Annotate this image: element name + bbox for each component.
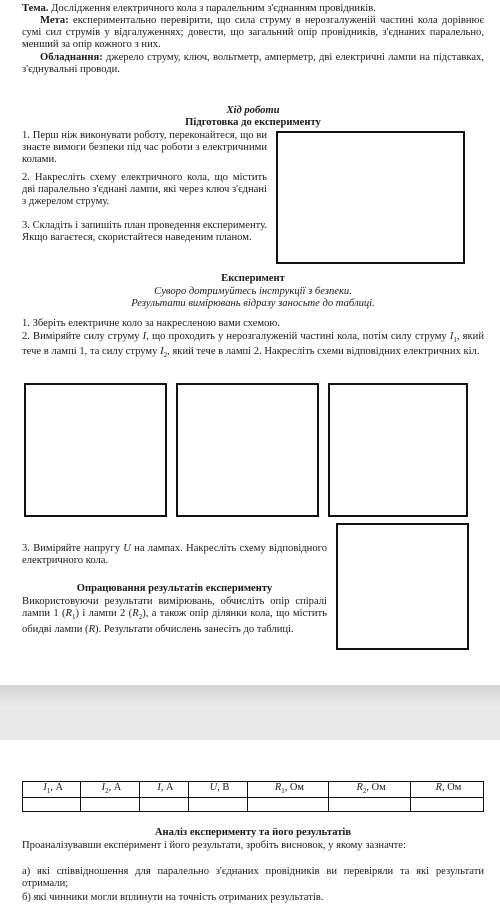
goal-text: експериментально перевірити, що сила струму в нерозгалуженій частині кола дорівнює сумі сил струмів у відгалуженнях; довести, що загальний опір провідників, з'єднаних паралельно, менший за опір кожного з них. — [22, 15, 484, 51]
analysis-item-b: б) які чинники могли вплинути на точність отриманих результатів. — [22, 892, 324, 903]
header-cell: $I_1$, А — [23, 782, 81, 798]
prep-step-2: 2. Накресліть схему електричного кола, що містить дві паралельно з'єднані лампи, які через ключ з'єднані з джерелом струму. — [22, 172, 267, 208]
equipment-text: джерело струму, ключ, вольтметр, амперметр, дві електричні лампи на підставках, з'єднувальні проводи. — [22, 52, 484, 76]
voltage-drawing-box[interactable] — [336, 523, 469, 650]
table-cell[interactable] — [410, 798, 483, 812]
table-cell[interactable] — [189, 798, 247, 812]
preparation-title: Підготовка до експерименту — [185, 117, 321, 128]
current-drawing-box-3[interactable] — [328, 383, 468, 517]
analysis-item-a: а) які співвідношення для паралельно з'єднаних провідників ви перевіряли та які результати отримали; — [22, 866, 484, 890]
table-cell[interactable] — [81, 798, 139, 812]
equipment-label: Обладнання: — [40, 52, 103, 63]
analysis-intro: Проаналізувавши експеримент і його результати, зробіть висновок, у якому зазначте: — [22, 840, 406, 851]
table-cell[interactable] — [247, 798, 329, 812]
experiment-step-3: 3. Виміряйте напругу U на лампах. Накресліть схему відповідного електричного кола. — [22, 543, 327, 567]
header-cell: $R_1$, Ом — [247, 782, 329, 798]
prep-step-3: 3. Складіть і запишіть план проведення експерименту. Якщо вагаєтеся, скористайтеся наведеним планом. — [22, 220, 267, 244]
header-cell: $R_2$, Ом — [329, 782, 411, 798]
results-note: Результати вимірювань відразу заносьте до таблиці. — [131, 298, 375, 309]
current-drawing-box-2[interactable] — [176, 383, 319, 517]
results-table — [22, 781, 484, 812]
header-cell: U, В — [189, 782, 247, 798]
experiment-step-2: 2. Виміряйте силу струму I, що проходить у нерозгалуженій частині кола, потім силу струму $I_1$, який тече в лампі 1, та силу струму $I_2$, який тече в лампі 2. Накресліть схеми відповідних електричних кіл. — [22, 331, 484, 360]
equipment-paragraph — [22, 52, 484, 76]
procedure-title: Хід роботи — [226, 105, 280, 116]
experiment-title: Експеримент — [221, 273, 285, 284]
analysis-title: Аналіз експерименту та його результатів — [154, 827, 352, 838]
table-cell[interactable] — [329, 798, 411, 812]
topic-label: Тема. — [22, 3, 49, 14]
table-row — [23, 798, 484, 812]
header-cell: I, А — [139, 782, 189, 798]
topic-text: Дослідження електричного кола з паралельним з'єднанням провідників. — [51, 3, 376, 14]
table-cell[interactable] — [23, 798, 81, 812]
circuit-drawing-box[interactable] — [276, 131, 465, 264]
header-cell: R, Ом — [410, 782, 483, 798]
table-cell[interactable] — [139, 798, 189, 812]
goal-label: Мета: — [40, 15, 69, 26]
processing-text: Використовуючи результати вимірювань, обчисліть опір спіралі лампи 1 $(R_1)$ і лампи 2 $(R_2)$, а також опір ділянки кола, що містить обидві лампи (R). Результати обчислень занесіть до таблиці. — [22, 596, 327, 635]
goal-paragraph — [22, 15, 484, 52]
current-drawing-box-1[interactable] — [24, 383, 167, 517]
page-gap — [0, 685, 500, 740]
header-cell: $I_2$, А — [81, 782, 139, 798]
prep-step-1: 1. Перш ніж виконувати роботу, переконайтеся, що ви знаєте вимоги безпеки під час роботи з електричними колами. — [22, 130, 267, 166]
topic-paragraph — [22, 3, 484, 15]
experiment-step-1: 1. Зберіть електричне коло за накресленою вами схемою. — [22, 318, 280, 329]
table-header-row — [23, 782, 484, 798]
safety-note: Суворо дотримуйтесь інструкції з безпеки. — [154, 286, 352, 297]
processing-title: Опрацювання результатів експерименту — [76, 583, 273, 594]
